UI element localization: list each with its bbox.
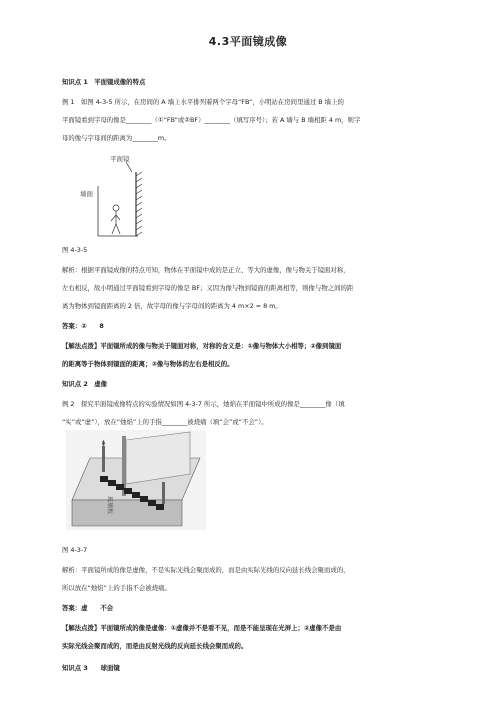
example-1-line-2: 平面镜看到字母的像是________（①“FB”或②BF）________（填写序号）；若 A 墙与 B 墙相距 4 m，则字: [62, 116, 361, 124]
wall-label: 墙面: [80, 190, 93, 198]
person-figure: [111, 205, 120, 234]
analysis-1-line-3: 离为物体到镜面距离的 2 倍，故字母的像与字母间的距离为 4 m×2 = 8 m。: [62, 302, 282, 310]
mirror-label: 平面镜: [110, 155, 130, 163]
example-1-line-3: 母的像与字母间的距离为________m。: [62, 134, 171, 142]
example-1-line-1: 例 1 如图 4-3-5 所示，在房间的 A 墙上水平排列着两个字母“FB”，小明站在房间里通过 B 墙上的: [62, 98, 344, 106]
analysis-2-line-2: 所以放在“烛焰”上的手指不会被烧痛。: [62, 584, 171, 592]
example-2-line-1: 例 2 探究平面镜成像特点的实验情况如图 4-3-7 所示，烛焰在平面镜中所成的像是________像（填: [62, 400, 345, 408]
method-2-line-1: 【解法点拨】平面镜所成的像是虚像：①虚像并不是看不见，而是不能呈现在光屏上；②虚像不是由: [62, 624, 342, 632]
answer-2: 答案：虚 不会: [62, 604, 114, 612]
method-1-line-2: 的距离等于物体到镜面的距离；③像与物体的左右是相反的。: [62, 360, 234, 368]
figure-4-3-5: [78, 152, 156, 242]
analysis-2-line-1: 解析：平面镜所成的像是虚像，不是实际光线会聚而成的，而是由实际光线的反向延长线会聚而成的，: [62, 566, 350, 574]
page-title: 4.3平面镜成像: [208, 35, 288, 48]
method-1-line-1: 【解法点拨】平面镜所成的像与物关于镜面对称，对称的含义是：①像与物体大小相等；②像到镜面: [62, 342, 342, 350]
figure-caption-4-3-5: 图 4-3-5: [62, 246, 88, 254]
answer-1: 答案：② 8: [62, 322, 104, 330]
example-2-line-2: “实”或“虚”），放在“烛焰”上的手指________被烧痛（填“会”或“不会”）。: [62, 418, 268, 426]
candle-back: [162, 482, 165, 504]
figure-4-3-7: [66, 430, 206, 530]
figure-caption-4-3-7: 图 4-3-7: [62, 546, 88, 554]
section-heading-1: 知识点 1 平面镜成像的特点: [62, 78, 146, 86]
candle-front: [102, 446, 105, 472]
analysis-1-line-2: 左右相反，故小明通过平面镜看到字母的像是 BF；又因为像与物到镜面的距离相等，则像与物之间的距: [62, 284, 354, 292]
section-heading-2: 知识点 2 虚像: [62, 380, 108, 388]
section-heading-3: 知识点 3 球面镜: [62, 664, 120, 672]
method-2-line-2: 实际光线会聚而成的，而是由反射光线的反向延长线会聚而成的。: [62, 642, 248, 650]
glass-plate-label: 玻璃板: [106, 496, 113, 515]
analysis-1-line-1: 解析：根据平面镜成像的特点可知，物体在平面镜中成的是正立、等大的虚像，像与物关于镜面对称，: [62, 266, 350, 274]
